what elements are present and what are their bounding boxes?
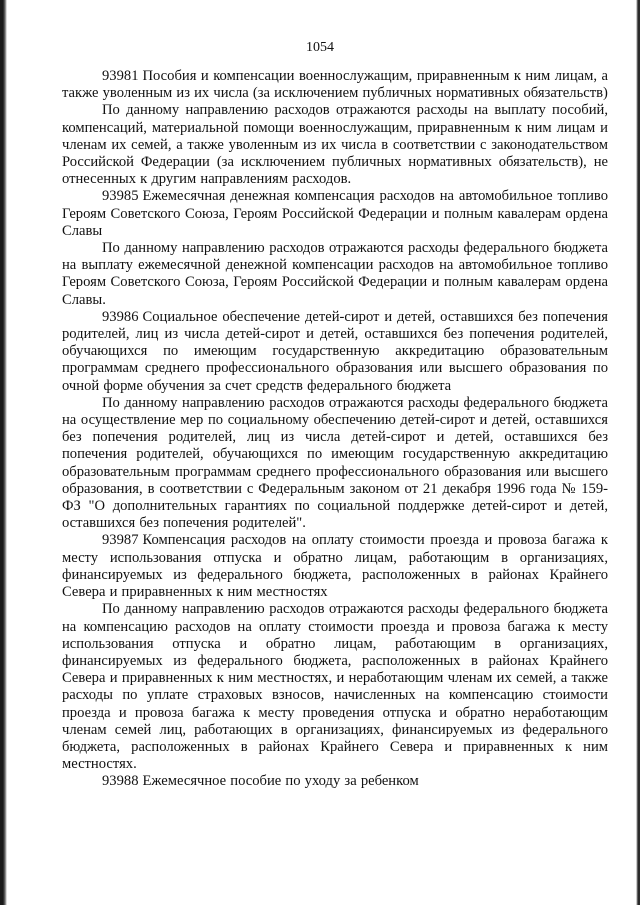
paragraph-93986-description [62,395,608,533]
paragraph-text: По данному направлению расходов отражаются расходы федерального бюджета на выплату ежемесячной денежной компенсации расходов на автомобильное топливо Героям Советского Союза, Героям Российской Федерации и полным кавалерам ордена Славы. [62,240,608,308]
paragraph-text: Компенсация расходов на оплату стоимости проезда и провоза багажа к месту использования отпуска и обратно лицам, работающим в организациях, финансируемых из федерального бюджета, расположенных в районах Крайнего Севера и приравненных к ним местностях [62,532,608,601]
paragraph-93987-description [62,601,608,773]
paragraph-93985-description [62,240,608,309]
paragraph-93987-heading [62,532,608,601]
paragraph-93981-heading [62,68,608,102]
paragraph-93986-heading [62,309,608,395]
paragraph-text: По данному направлению расходов отражаются расходы федерального бюджета на осуществление мер по социальному обеспечению детей-сирот и детей, оставшихся без попечения родителей, лиц из числа детей-сирот и детей, оставшихся без попечения родителей, обучающихся по имеющим государственную аккредитацию образовательным программам среднего профессионального образования или высшего образования, в соответствии с Федеральным законом от 21 декабря 1996 года № 159-ФЗ "О дополнительных гарантиях по социальной поддержке детей-сирот и детей, оставшихся без попечения родителей". [62,394,608,532]
page-number: 1054 [306,40,334,55]
paragraph-93981-description [62,102,608,188]
document-body [62,68,608,791]
paragraph-text: Ежемесячное пособие по уходу за ребенком [142,773,419,790]
expense-code: 93987 [102,532,139,549]
scan-edge-left [0,0,7,905]
paragraph-text: Ежемесячная денежная компенсация расходов на автомобильное топливо Героям Советского Союза, Героям Российской Федерации и полным кавалерам ордена Славы [62,188,608,239]
expense-code: 93985 [102,188,139,205]
expense-code: 93986 [102,308,139,325]
expense-code: 93988 [102,773,139,790]
expense-code: 93981 [102,68,139,84]
paragraph-93985-heading [62,188,608,240]
paragraph-text: По данному направлению расходов отражаются расходы на выплату пособий, компенсаций, материальной помощи военнослужащим, приравненным к ним лицам и членам их семей, а также уволенным из их числа в соответствии с законодательством Российской Федерации (за исключением публичных нормативных обязательств), не отнесенных к другим направлениям расходов. [62,102,608,188]
paragraph-text: По данному направлению расходов отражаются расходы федерального бюджета на компенсацию расходов на оплату стоимости проезда и провоза багажа к месту использования отпуска и обратно лицам, работающим в организациях, финансируемых из федерального бюджета, расположенных в районах Крайнего Севера и приравненных к ним местностях, и неработающим членам их семей, а также расходы по уплате страховых взносов, начисленных на компенсацию стоимости проезда и провоза багажа к месту проведения отпуска и обратно неработающим членам семей лиц, работающих в организациях, финансируемых из федерального бюджета, расположенных в районах Крайнего Севера и приравненных к ним местностях. [62,601,608,773]
paragraph-text: Пособия и компенсации военнослужащим, приравненным к ним лицам, а также уволенным из их числа (за исключением публичных нормативных обязательств) [62,68,608,102]
scan-edge-right [636,0,640,905]
paragraph-93988-heading [62,773,608,790]
paragraph-text: Социальное обеспечение детей-сирот и детей, оставшихся без попечения родителей, лиц из числа детей-сирот и детей, оставшихся без попечения родителей, обучающихся по имеющим государственную аккредитацию образовательным программам среднего профессионального образования или высшего образования по очной форме обучения за счет средств федерального бюджета [62,308,608,394]
